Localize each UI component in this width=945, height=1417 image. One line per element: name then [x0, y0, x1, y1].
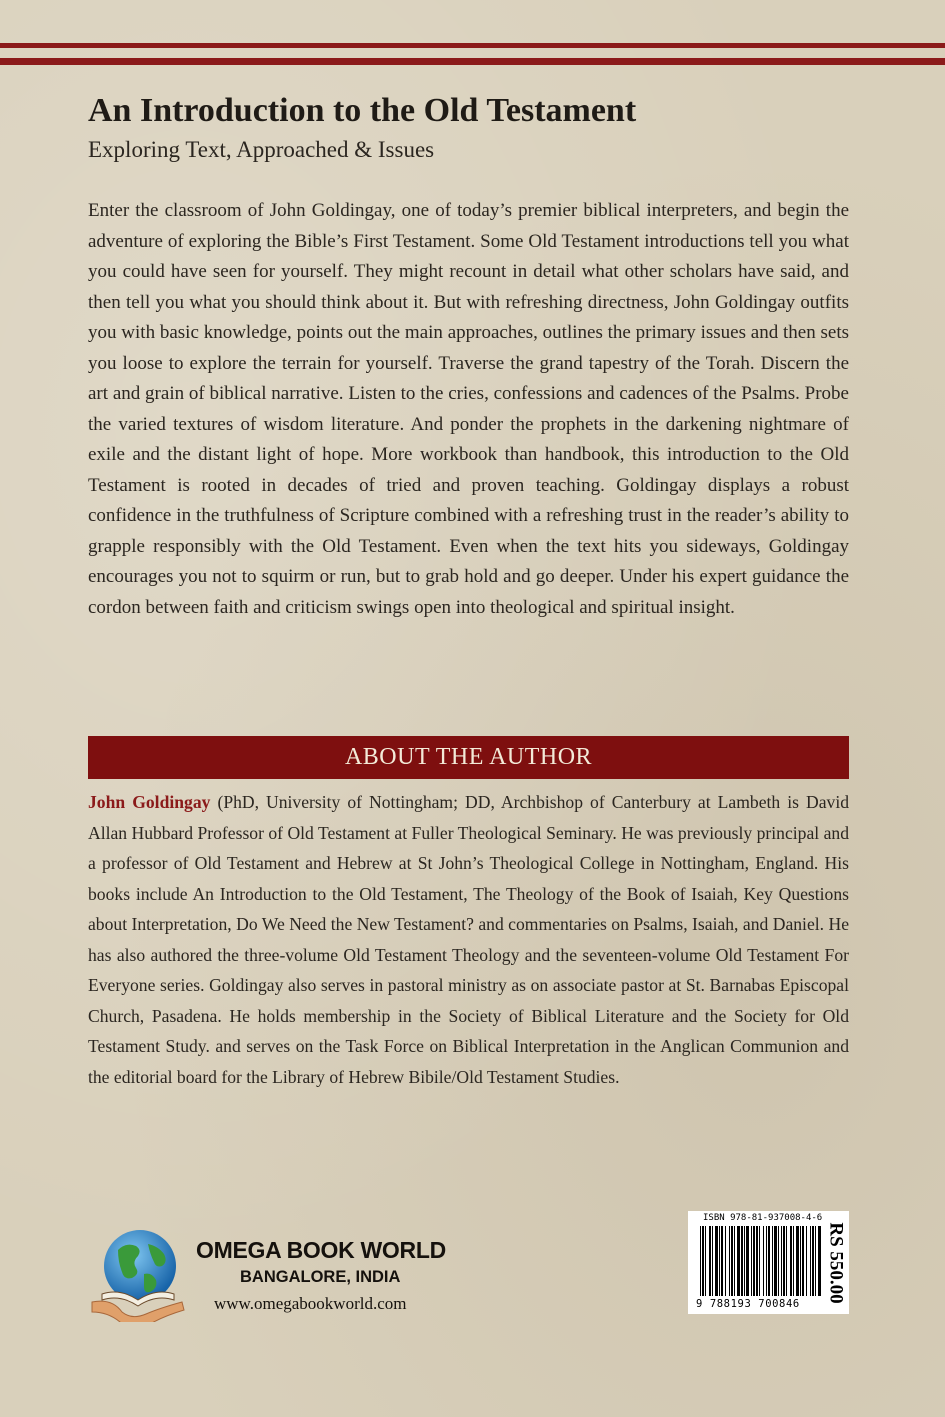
top-stripe-thick	[0, 58, 945, 65]
book-title: An Introduction to the Old Testament	[88, 92, 637, 129]
book-subtitle: Exploring Text, Approached & Issues	[88, 137, 435, 162]
about-author-heading-text: ABOUT THE AUTHOR	[344, 744, 593, 770]
barcode-digits: 9 788193 700846	[696, 1298, 800, 1310]
publisher-url[interactable]: www.omegabookworld.com	[214, 1294, 407, 1313]
author-name: John Goldingay	[88, 792, 211, 812]
barcode-bars	[698, 1226, 823, 1298]
book-description: Enter the classroom of John Goldingay, one of today’s premier biblical interpreters, and begin the adventure of exploring the Bible’s First Testament. Some Old Testament introductions tell you what you could have seen for yourself. They might recount in detail what other scholars have said, and then tell you what you should think about it. But with refreshing directness, John Goldingay outfits you with basic knowledge, points out the main approaches, outlines the primary issues and then sets you loose to explore the terrain for yourself. Traverse the grand tapestry of the Torah. Discern the art and grain of biblical narrative. Listen to the cries, confessions and cadences of the Psalms. Probe the varied textures of wisdom literature. And ponder the prophets in the darkening nightmare of exile and the distant light of hope. More workbook than handbook, this introduction to the Old Testament is rooted in decades of tried and proven teaching. Goldingay displays a robust confidence in the truthfulness of Scripture combined with a refreshing trust in the reader’s ability to grapple responsibly with the Old Testament. Even when the text hits you sideways, Goldingay encourages you not to squirm or run, but to grab hold and go deeper. Under his expert guidance the cordon between faith and criticism swings open into theological and spiritual insight.	[88, 200, 849, 618]
about-author-heading	[88, 736, 849, 779]
publisher-location: BANGALORE, INDIA	[240, 1268, 401, 1286]
author-bio	[88, 787, 849, 1092]
globe-book-hands-icon	[88, 1222, 188, 1322]
author-bio-text: (PhD, University of Nottingham; DD, Archbishop of Canterbury at Lambeth is David Allan Hubbard Professor of Old Testament at Fuller Theological Seminary. He was previously principal and a professor of Old Testament and Hebrew at St John’s Theological College in Nottingham, England. His books include An Introduction to the Old Testament, The Theology of the Book of Isaiah, Key Questions about Interpretation, Do We Need the New Testament? and commentaries on Psalms, Isaiah, and Daniel. He has also authored the three-volume Old Testament Theology and the seventeen-volume Old Testament For Everyone series. Goldingay also serves in pastoral ministry as on associate pastor at St. Barnabas Episcopal Church, Pasadena. He holds membership in the Society of Biblical Literature and the Society for Old Testament Study. and serves on the Task Force on Biblical Interpretation in the Anglican Communion and the editorial board for the Library of Hebrew Bibile/Old Testament Studies.	[88, 792, 849, 1087]
top-stripe	[0, 43, 945, 48]
price-tag	[823, 1211, 849, 1314]
isbn-label: ISBN 978-81-937008-4-6	[703, 1213, 823, 1223]
publisher-name: OMEGA BOOK WORLD	[196, 1237, 446, 1263]
price: RS 550.00	[826, 1221, 848, 1304]
